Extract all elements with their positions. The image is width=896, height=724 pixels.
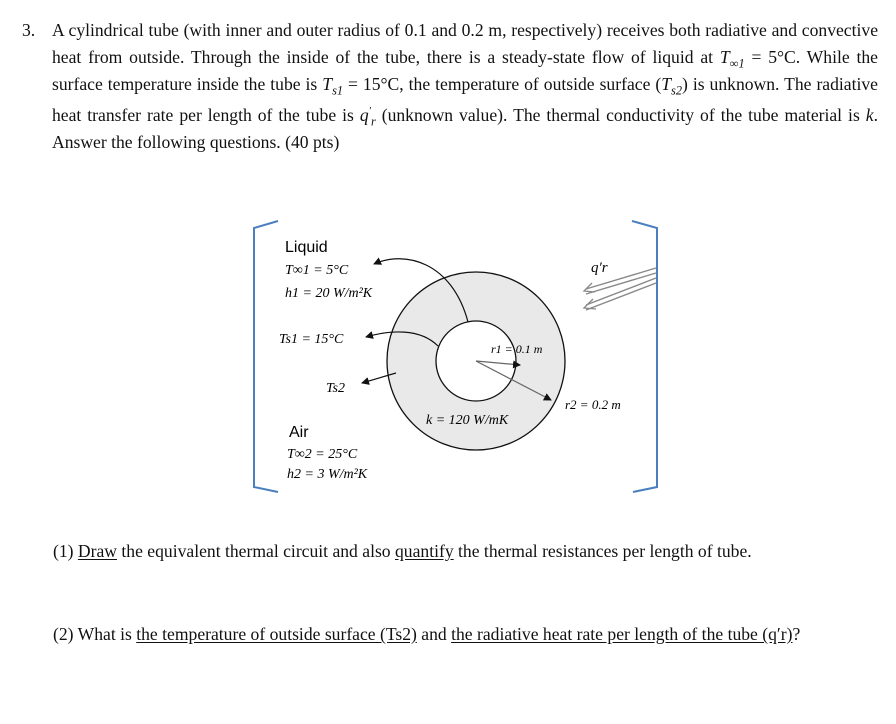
ts2-label: Ts2 bbox=[326, 381, 345, 396]
var-T-s2: $T_{s2}$ bbox=[661, 74, 682, 98]
air-label: Air bbox=[289, 424, 309, 441]
question-2-qr: the radiative heat rate per length of the tube (q′r) bbox=[451, 624, 793, 644]
qr-label: q′r bbox=[591, 260, 608, 276]
problem-text-2: = 5°C. While the surface temperature inside the tube is bbox=[52, 47, 878, 94]
var-T-s1: $T_{s1}$ bbox=[322, 74, 344, 98]
ts1-label: Ts1 = 15°C bbox=[279, 332, 344, 347]
right-bracket bbox=[632, 221, 657, 492]
var-T-inf1: $T_{\infty 1}$ bbox=[719, 47, 745, 71]
question-2-text-a: What is bbox=[77, 624, 137, 644]
r1-label: r1 = 0.1 m bbox=[491, 342, 543, 356]
air-h-label: h2 = 3 W/m²K bbox=[287, 467, 368, 482]
question-2-text-c: and bbox=[416, 624, 452, 644]
problem-text-3: = 15°C, the temperature of outside surface ( bbox=[343, 74, 662, 94]
question-1-quantify: quantify bbox=[395, 541, 454, 561]
problem-number: 3. bbox=[22, 20, 36, 40]
radiation-arrow-2b bbox=[586, 283, 656, 310]
var-q-r: $q'_r$ bbox=[359, 104, 376, 129]
question-2-text-e: ? bbox=[792, 624, 801, 644]
problem-text-1: A cylindrical tube (with inner and outer radius of 0.1 and 0.2 m, respectively) receives both radiative and convective heat from outside. Through the inside of the tube, there is a steady-state flow of liquid at bbox=[52, 20, 878, 67]
r2-label: r2 = 0.2 m bbox=[565, 397, 621, 412]
liquid-temp-label: T∞1 = 5°C bbox=[285, 263, 349, 278]
question-1-text-b: the equivalent thermal circuit and also bbox=[117, 541, 395, 561]
problem-text-4: ) is unknown. The radiative heat transfer rate per length of the tube is bbox=[52, 74, 878, 125]
liquid-label: Liquid bbox=[285, 239, 328, 256]
problem-text-6: . Answer the following questions. (40 pts) bbox=[52, 104, 878, 152]
question-2-label: (2) bbox=[53, 624, 74, 644]
question-1-text-d: the thermal resistances per length of tube. bbox=[453, 541, 752, 561]
air-temp-label: T∞2 = 25°C bbox=[287, 447, 358, 462]
liquid-h-label: h1 = 20 W/m²K bbox=[285, 286, 373, 301]
left-bracket bbox=[254, 221, 278, 492]
question-2 bbox=[53, 620, 873, 648]
var-k: k bbox=[865, 104, 874, 125]
question-1-label: (1) bbox=[53, 541, 74, 561]
question-2-ts2: the temperature of outside surface (Ts2) bbox=[136, 624, 417, 644]
question-1 bbox=[53, 537, 873, 565]
k-label: k = 120 W/mK bbox=[426, 413, 509, 428]
problem-text-5: (unknown value). The thermal conductivity of the tube material is bbox=[375, 104, 866, 125]
question-1-draw: Draw bbox=[77, 541, 118, 561]
